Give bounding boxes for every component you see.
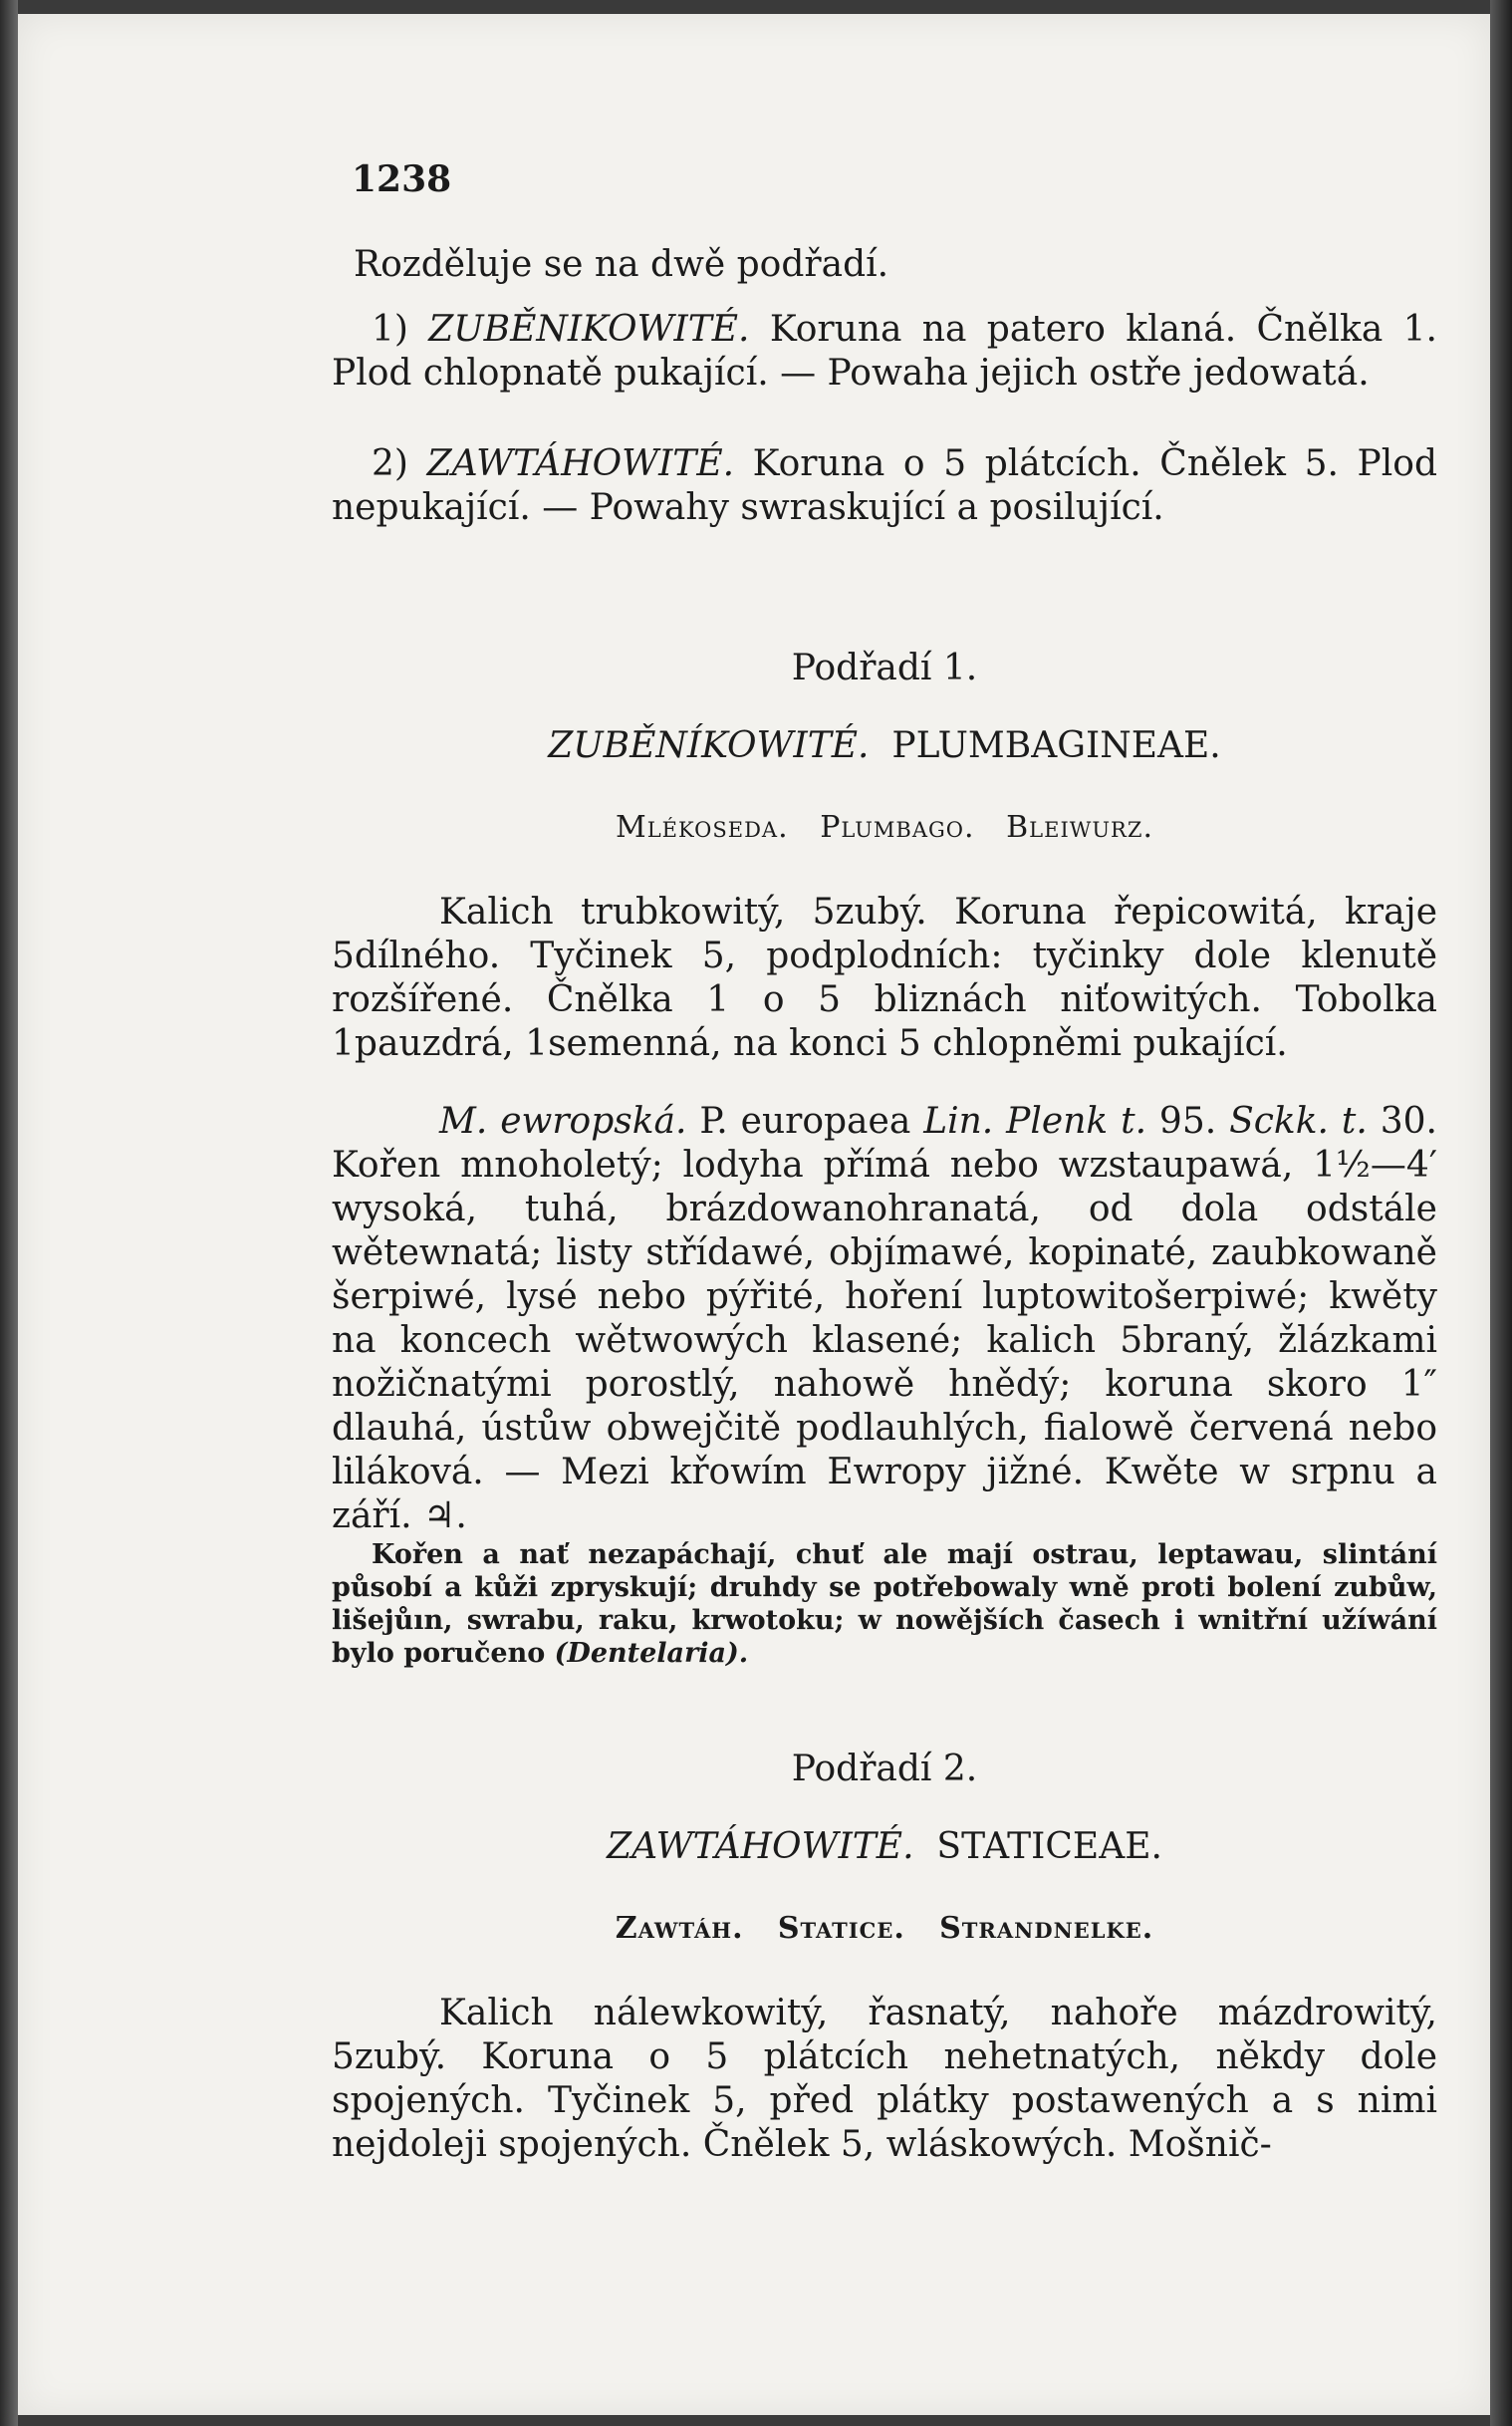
genus-2-cz: Zawtáh.	[615, 1911, 744, 1946]
note-italic: (Dentelaria).	[554, 1638, 749, 1669]
section-1-title	[332, 724, 1437, 768]
division-1	[332, 308, 1437, 396]
division-2-number: 2)	[372, 443, 408, 484]
section-2-genus	[332, 1907, 1437, 1951]
section-2-title-cz: ZAWTÁHOWITÉ.	[607, 1826, 914, 1867]
species-ref: P. europaea	[699, 1101, 911, 1142]
section-2-description: Kalich nálewkowitý, řasnatý, nahoře mázdrowitý, 5zubý. Koruna o 5 plátcích nehetnatých, někdy dole spojených. Tyčinek 5, před plátky postawených a s nimi nejdoleji spojených. Čnělek 5, wláskowých. Mošnič-	[332, 1993, 1437, 2165]
note-text: Kořen a nať nezapáchají, chuť ale mají ostrau, leptawau, slintání působí a kůži zpryskují; druhdy se potřebowaly wně proti bolení zubůw, lišejůın, swrabu, raku, krwotoku; w nowějších časech i wnitřní užíwání bylo poručeno	[332, 1539, 1437, 1669]
species-name: M. ewropská.	[439, 1101, 687, 1142]
section-1-genus	[332, 806, 1437, 850]
species-ref-author-2: Sckk. t.	[1229, 1101, 1368, 1142]
section-1-title-cz: ZUBĚNÍKOWITÉ.	[548, 725, 870, 766]
division-1-name: ZUBĚNIKOWITÉ.	[428, 309, 750, 350]
genus-de: Bleiwurz.	[1006, 810, 1153, 845]
section-1-heading: Podřadí 1.	[791, 648, 978, 688]
page	[18, 14, 1490, 2415]
section-2-title-lat: STATICEAE.	[936, 1826, 1162, 1867]
section-2-heading: Podřadí 2.	[791, 1749, 978, 1789]
division-2-text: Koruna o 5 plátcích. Čnělek 5. Plod nepukající. — Powahy swraskující a posilující.	[332, 443, 1437, 528]
genus-2-de: Strandnelke.	[939, 1911, 1154, 1946]
division-2-name: ZAWTÁHOWITÉ.	[426, 443, 735, 484]
book-edge-right	[1490, 0, 1512, 2426]
division-1-text: Koruna na patero klaná. Čnělka 1. Plod chlopnatě pukající. — Powaha jejich ostře jedowatá.	[332, 309, 1437, 394]
intro-text: Rozděluje se na dwě podřadí.	[354, 244, 889, 285]
book-gutter-left	[0, 0, 18, 2426]
species-text: 30. Kořen mnoholetý; lodyha přímá nebo wzstaupawá, 1½—4′ wysoká, tuhá, brázdowanohranatá, od dola odstále wětewnatá; listy střídawé, objímawé, kopinaté, zaubkowaně šerpiwé, lysé nebo pýřité, hoření luptowitošerpiwé; kwěty na koncech wětwowých klasené; kalich 5braný, žlázkami nožičnatými porostlý, nahowě hnědý; koruna skoro 1″ dlauhá, ústůw obwejčitě podlauhlých, fialowě červená nebo liláková. — Mezi křowím Ewropy jižné. Kwěte w srpnu a září. ♃.	[332, 1101, 1437, 1536]
genus-2-lat: Statice.	[777, 1911, 905, 1946]
genus-cz: Mlékoseda.	[616, 810, 789, 845]
section-1-description: Kalich trubkowitý, 5zubý. Koruna řepicowitá, kraje 5dílného. Tyčinek 5, podplodních: tyčinky dole klenutě rozšířené. Čnělka 1 o 5 bliznách niťowitých. Tobolka 1pauzdrá, 1semenná, na konci 5 chlopněmi pukající.	[332, 892, 1437, 1064]
division-1-number: 1)	[372, 309, 408, 350]
species-paragraph	[332, 1100, 1437, 1538]
species-note	[332, 1538, 1437, 1670]
genus-lat: Plumbago.	[820, 810, 975, 845]
division-2	[332, 442, 1437, 530]
page-number: 1238	[352, 158, 452, 200]
species-ref-author: Lin. Plenk t.	[923, 1101, 1147, 1142]
species-ref-plate: 95.	[1158, 1101, 1217, 1142]
section-2-title	[332, 1825, 1437, 1869]
intro-paragraph	[332, 243, 1437, 287]
section-1-title-lat: PLUMBAGINEAE.	[891, 725, 1221, 766]
